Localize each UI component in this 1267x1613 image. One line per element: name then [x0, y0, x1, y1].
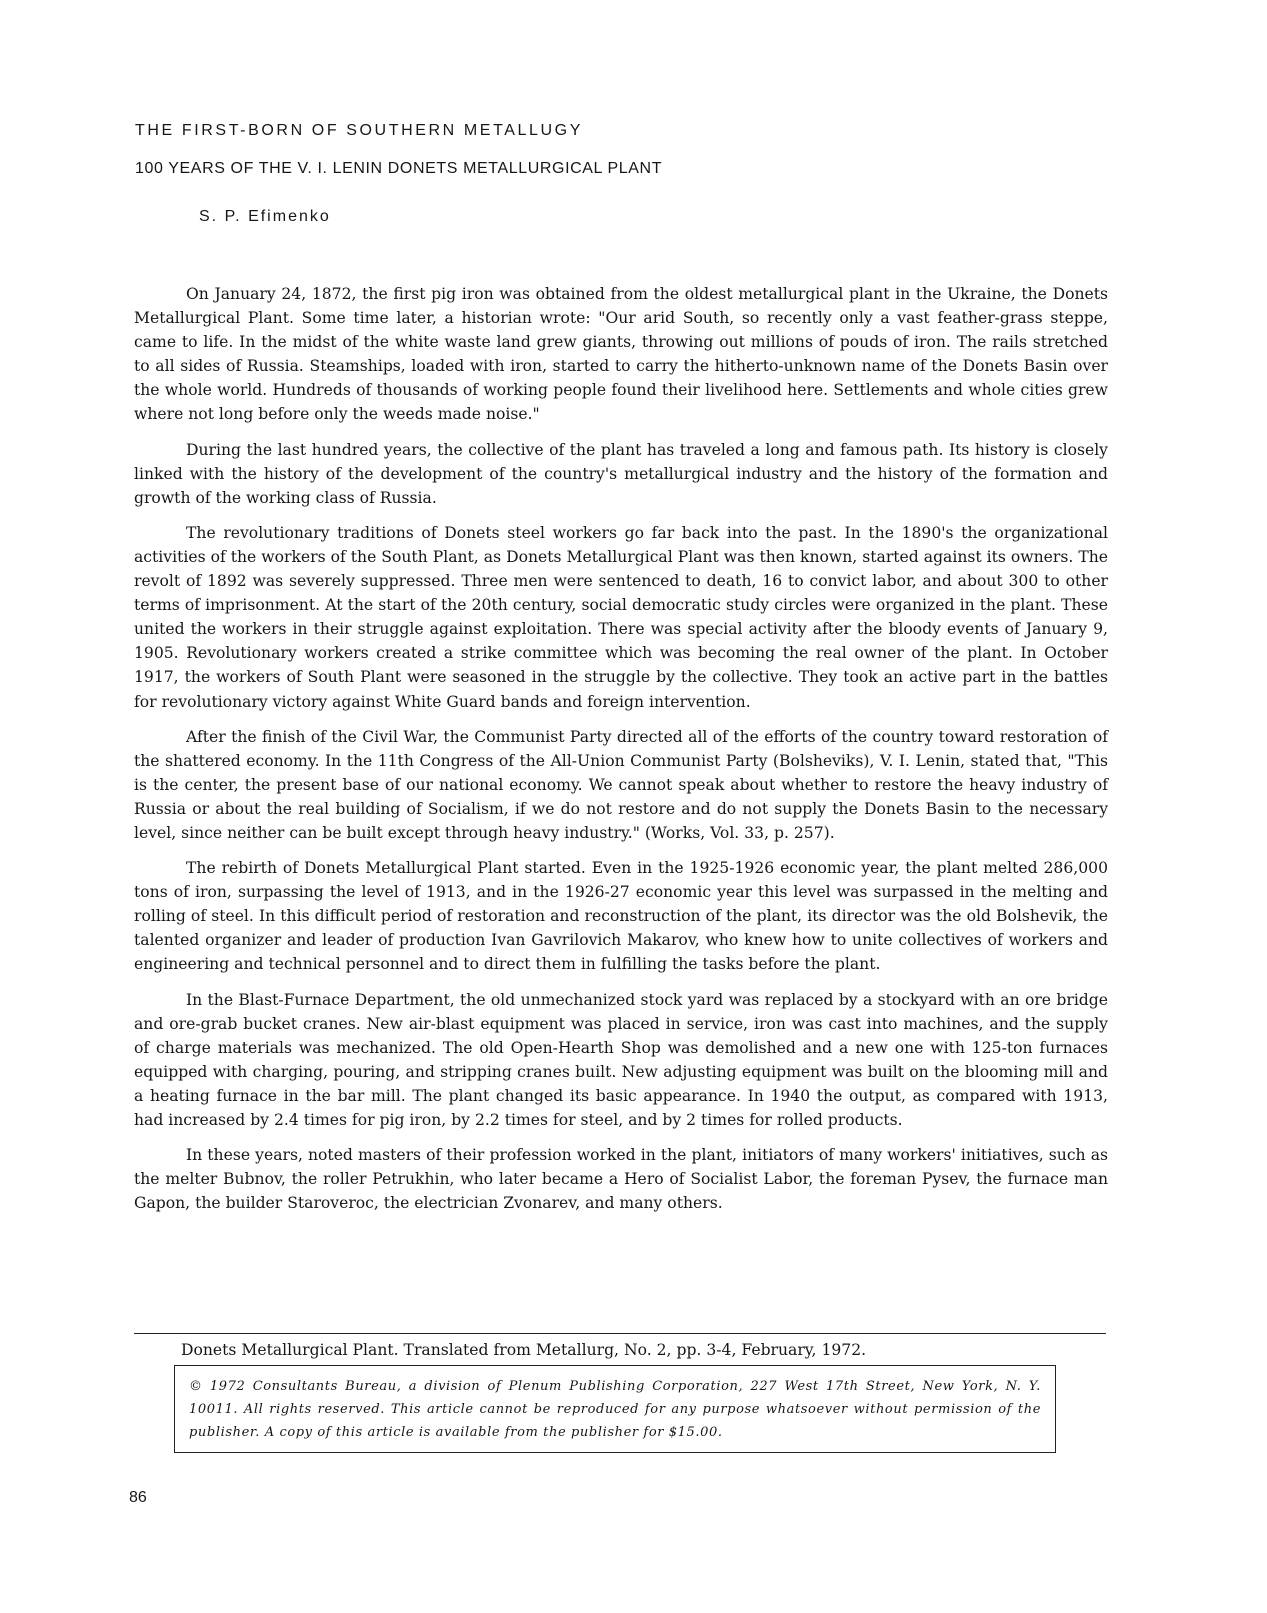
author-name: S. P. Efimenko	[199, 208, 331, 225]
paragraph: During the last hundred years, the collective of the plant has traveled a long and famous path. Its history is closely linked with the history of the development of the country's metallurgical industry and the history of the formation and growth of the working class of Russia.	[134, 440, 1108, 507]
page-number: 86	[129, 1489, 147, 1506]
paragraph: The revolutionary traditions of Donets steel workers go far back into the past. In the 1890's the organizational activities of the workers of the South Plant, as Donets Metallurgical Plant was then known, started against its owners. The revolt of 1892 was severely suppressed. Three men were sentenced to death, 16 to convict labor, and about 300 to other terms of imprisonment. At the start of the 20th century, social democratic study circles were organized in the plant. These united the workers in their struggle against exploitation. There was special activity after the bloody events of January 9, 1905. Revolutionary workers created a strike committee which was becoming the real owner of the plant. In October 1917, the workers of South Plant were seasoned in the struggle by the collective. They took an active part in the battles for revolutionary victory against White Guard bands and foreign intervention.	[134, 523, 1108, 711]
article-subtitle: 100 YEARS OF THE V. I. LENIN DONETS METALLURGICAL PLANT	[135, 160, 663, 177]
paragraph: In these years, noted masters of their profession worked in the plant, initiators of many workers' initiatives, such as the melter Bubnov, the roller Petrukhin, who later became a Hero of Socialist Labor, the foreman Pysev, the furnace man Gapon, the builder Staroveroc, the electrician Zvonarev, and many others.	[134, 1146, 1108, 1213]
footnote-divider	[134, 1333, 1106, 1334]
paragraph: The rebirth of Donets Metallurgical Plant started. Even in the 1925-1926 economic year, the plant melted 286,000 tons of iron, surpassing the level of 1913, and in the 1926-27 economic year this level was surpassed in the melting and rolling of steel. In this difficult period of restoration and reconstruction of the plant, its director was the old Bolshevik, the talented organizer and leader of production Ivan Gavrilovich Makarov, who knew how to unite collectives of workers and engineering and technical personnel and to direct them in fulfilling the tasks before the plant.	[134, 859, 1108, 974]
article-title: THE FIRST-BORN OF SOUTHERN METALLUGY	[135, 122, 583, 139]
paragraph: On January 24, 1872, the first pig iron was obtained from the oldest metallurgical plant in the Ukraine, the Donets Metallurgical Plant. Some time later, a historian wrote: "Our arid South, so recently only a vast feather-grass steppe, came to life. In the midst of the white waste land grew giants, throwing out millions of pouds of iron. The rails stretched to all sides of Russia. Steamships, loaded with iron, started to carry the hitherto-unknown name of the Donets Basin over the whole world. Hundreds of thousands of working people found their livelihood here. Settlements and whole cities grew where not long before only the weeds made noise."	[134, 285, 1108, 424]
source-note: Donets Metallurgical Plant. Translated from Metallurg, No. 2, pp. 3-4, February, 1972.	[181, 1341, 867, 1359]
paragraph: In the Blast-Furnace Department, the old unmechanized stock yard was replaced by a stockyard with an ore bridge and ore-grab bucket cranes. New air-blast equipment was placed in service, iron was cast into machines, and the supply of charge materials was mechanized. The old Open-Hearth Shop was demolished and a new one with 125-ton furnaces equipped with charging, pouring, and stripping cranes built. New adjusting equipment was built on the blooming mill and a heating furnace in the bar mill. The plant changed its basic appearance. In 1940 the output, as compared with 1913, had increased by 2.4 times for pig iron, by 2.2 times for steel, and by 2 times for rolled products.	[134, 990, 1108, 1129]
article-body	[134, 282, 1108, 1226]
copyright-notice: © 1972 Consultants Bureau, a division of Plenum Publishing Corporation, 227 West 17th Street, New York, N. Y. 10011. All rights reserved. This article cannot be reproduced for any purpose whatsoever without permission of the publisher. A copy of this article is available from the publisher for $15.00.	[189, 1379, 1041, 1440]
paragraph: After the finish of the Civil War, the Communist Party directed all of the efforts of the country toward restoration of the shattered economy. In the 11th Congress of the All-Union Communist Party (Bolsheviks), V. I. Lenin, stated that, "This is the center, the present base of our national economy. We cannot speak about whether to restore the heavy industry of Russia or about the real building of Socialism, if we do not restore and do not supply the Donets Basin to the necessary level, since neither can be built except through heavy industry." (Works, Vol. 33, p. 257).	[134, 727, 1108, 842]
copyright-box	[174, 1365, 1056, 1453]
